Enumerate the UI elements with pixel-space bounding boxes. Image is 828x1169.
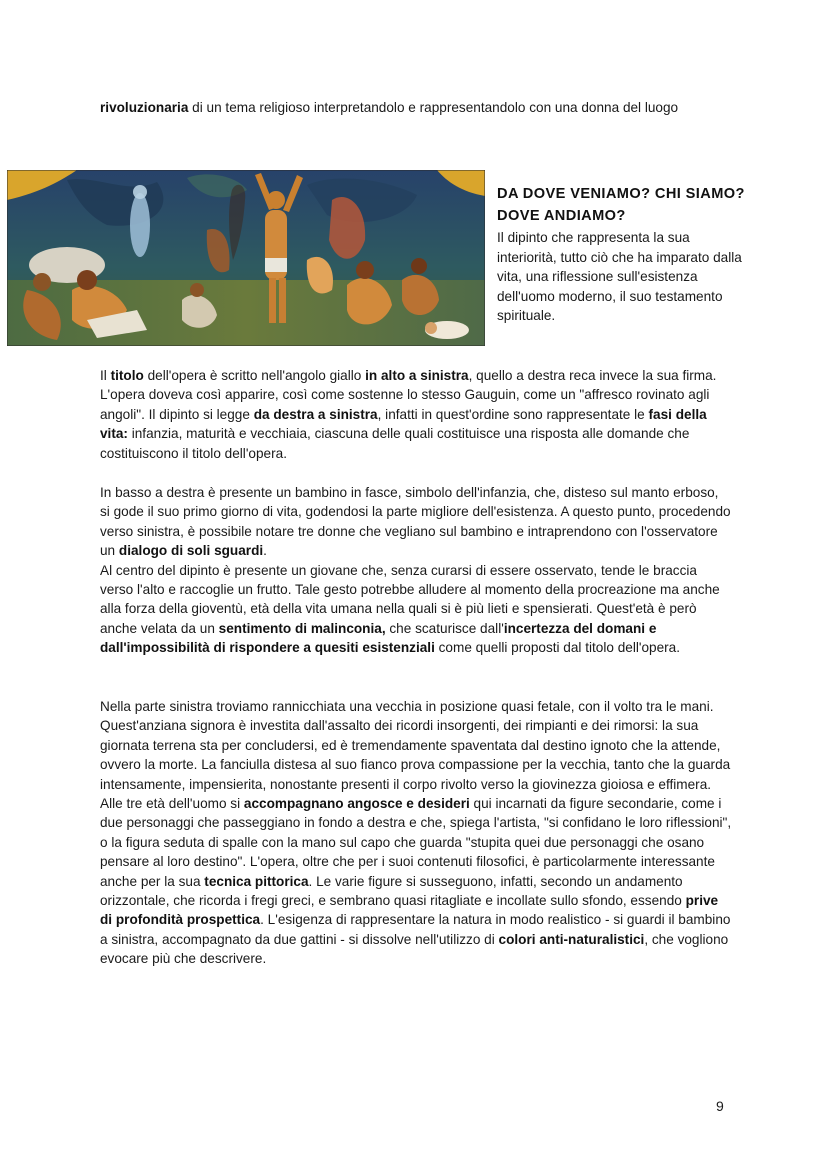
painting-image — [7, 170, 485, 346]
paragraph-old-age-technique: Nella parte sinistra troviamo rannicchiata una vecchia in posizione quasi fetale, con il volto tra le mani. Quest'anziana signora è investita dall'assalto dei ricordi insorgenti, dei rimpianti e dei rimorsi: la sua giornata terrena sta per concludersi, ed è tremendamente spaventata dal destino ignoto che la attende, ovvero la morte. La fanciulla distesa al suo fianco prova compassione per la vecchia, tanto che la guarda intensamente, impensierita, nonostante presenti il corpo rivolto verso la giovinezza gioiosa e effimera. Alle tre età dell'uomo si accompagnano angosce e desideri qui incarnati da figure secondarie, come i due personaggi che passeggiano in fondo a destra e che, spiega l'artista, "si confidano le loro riflessioni", o la figura seduta di spalle con la mano sul capo che guarda "stupita quei due personaggi che osano pensare al loro destino". L'opera, oltre che per i suoi contenuti filosofici, è particolarmente interessante anche per la sua tecnica pittorica. Le varie figure si susseguono, infatti, secondo un andamento orizzontale, che ricorda i fregi greci, e sembrano quasi ritagliate e incollate sullo sfondo, essendo prive di profondità prospettica. L'esigenza di rappresentare la natura in modo realistico - si guardi il bambino a sinistra, accompagnato da due gattini - si dissolve nell'utilizzo di colori anti-naturalistici, che vogliono evocare più che descrivere. — [100, 699, 732, 967]
bold-term: titolo — [110, 368, 144, 383]
intro-paragraph: rivoluzionaria di un tema religioso interpretandolo e rappresentandolo con una donna del luogo — [100, 100, 679, 115]
bold-term: da destra a sinistra — [253, 406, 378, 422]
bold-term: dialogo di soli sguardi — [118, 543, 264, 559]
painting-description: Il dipinto che rappresenta la sua interiorità, tutto ciò che ha imparato dalla vita, una riflessione sull'esistenza dell'uomo moderno, il suo testamento spirituale. — [497, 230, 742, 323]
bold-term: fasi della vita: — [100, 406, 707, 442]
painting-caption — [497, 183, 747, 326]
bold-term: accompagnano angosce e desideri — [243, 796, 470, 812]
bold-term: rivoluzionaria — [100, 100, 189, 115]
gauguin-painting — [7, 170, 485, 346]
bold-term: sentimento di malinconia, — [218, 620, 386, 636]
bold-term: tecnica pittorica — [204, 873, 309, 889]
bold-term: in alto a sinistra — [365, 368, 469, 383]
page-number: 9 — [716, 1098, 724, 1114]
paragraph-childhood-youth: In basso a destra è presente un bambino in fasce, simbolo dell'infanzia, che, disteso sul manto erboso, si gode il suo primo giorno di vita, godendosi la parte migliore dell'esistenza. A questo punto, procedendo verso sinistra, è possibile notare tre donne che vegliano sul bambino e intraprendono con l'osservatore un dialogo di soli sguardi. Al centro del dipinto è presente un giovane che, senza curarsi di essere osservato, tende le braccia verso l'alto e raccoglie un frutto. Tale gesto potrebbe alludere al momento della procreazione ma anche alla forza della gioventù, età della vita umana nella quali si è più lieti e spensierati. Quest'età è però anche velata da un sentimento di malinconia, che scaturisce dall'incertezza del domani e dall'impossibilità di rispondere a quesiti esistenziali come quelli proposti dal titolo dell'opera. — [100, 485, 731, 656]
painting-title: DA DOVE VENIAMO? CHI SIAMO? DOVE ANDIAMO? — [497, 186, 745, 224]
bold-term: colori anti-naturalistici — [498, 931, 645, 947]
bold-term: prive di profondità prospettica — [100, 893, 719, 928]
paragraph-title-explanation: Il titolo dell'opera è scritto nell'angolo giallo in alto a sinistra, quello a destra reca invece la sua firma. L'opera doveva così apparire, così come sostenne lo stesso Gauguin, come un "affresco rovinato agli angoli". Il dipinto si legge da destra a sinistra, infatti in quest'ordine sono rappresentate le fasi della vita: infanzia, maturità e vecchiaia, ciascuna delle quali costituisce una risposta alle domande che costituiscono il titolo dell'opera. — [100, 368, 717, 461]
bold-term: incertezza del domani e dall'impossibilità di rispondere a quesiti esistenziali — [100, 620, 657, 656]
